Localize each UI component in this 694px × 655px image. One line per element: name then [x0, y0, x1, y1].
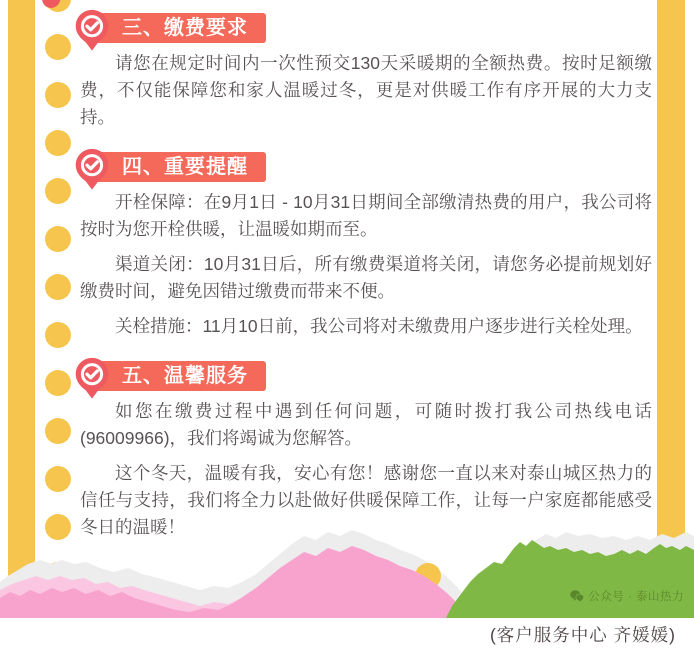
watermark-label: 公众号 · 泰山热力 — [588, 591, 684, 603]
yellow-dot — [45, 178, 71, 204]
yellow-dot — [45, 34, 71, 60]
right-yellow-bar — [657, 0, 685, 556]
yellow-dot — [45, 274, 71, 300]
check-badge-icon — [72, 8, 112, 52]
paragraph: 这个冬天，温暖有我，安心有您！感谢您一直以来对泰山城区热力的信任与支持，我们将全力以赴做好供暖保障工作，让每一户家庭都能感受冬日的温暖！ — [80, 463, 652, 537]
check-badge-icon — [72, 147, 112, 191]
section-header-ribbon — [92, 361, 266, 391]
check-badge-icon — [72, 356, 112, 400]
section-title: 五、温馨服务 — [122, 365, 248, 387]
yellow-dot — [45, 82, 71, 108]
section-title: 四、重要提醒 — [122, 156, 248, 178]
credit-line: (客户服务中心 齐媛媛) — [489, 625, 676, 645]
section-payment-requirements — [80, 0, 652, 131]
section-header-ribbon — [92, 152, 266, 182]
yellow-dot — [45, 418, 71, 444]
paragraph: 请您在规定时间内一次性预交130天采暖期的全额热费。按时足额缴费，不仅能保障您和家人温暖过冬，更是对供暖工作有序开展的大力支持。 — [80, 53, 652, 127]
paragraph: 渠道关闭：10月31日后，所有缴费渠道将关闭，请您务必提前规划好缴费时间，避免因错过缴费而带来不便。 — [80, 254, 652, 301]
yellow-dot — [45, 370, 71, 396]
section-title: 三、缴费要求 — [122, 17, 248, 39]
wechat-icon — [570, 590, 584, 602]
watermark — [570, 588, 684, 604]
yellow-dot — [45, 322, 71, 348]
yellow-dot — [45, 466, 71, 492]
paragraph: 开栓保障：在9月1日 - 10月31日期间全部缴清热费的用户，我公司将按时为您开栓供暖，让温暖如期而至。 — [80, 192, 652, 239]
section-important-reminders — [80, 139, 652, 340]
yellow-dot — [45, 226, 71, 252]
paragraph: 如您在缴费过程中遇到任何问题，可随时拨打我公司热线电话(96009966)，我们将竭诚为您解答。 — [80, 401, 652, 448]
yellow-dot — [45, 130, 71, 156]
notice-content — [80, 0, 652, 549]
paragraph: 关栓措施：11月10日前，我公司将对未缴费用户逐步进行关栓处理。 — [115, 316, 643, 336]
section-header-ribbon — [92, 13, 266, 43]
